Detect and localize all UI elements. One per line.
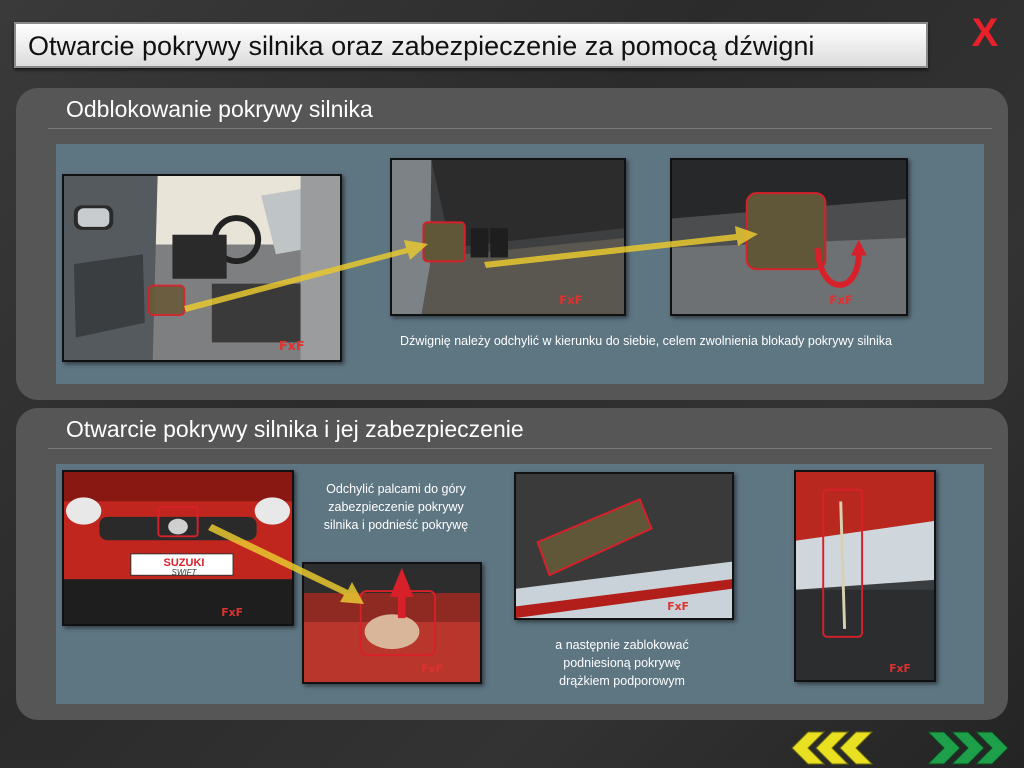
swift-badge: SWIFT [171,568,197,577]
section-unlock-title: Odblokowanie pokrywy silnika [66,96,373,122]
arrows-overlay [56,464,984,704]
svg-text:FxF: FxF [221,606,243,620]
support-rod-caption: a następnie zablokować podniesioną pokrywę drążkiem podporowym [555,638,689,688]
triple-chevron-left-icon [790,730,874,766]
next-button[interactable] [926,730,1010,766]
close-button[interactable]: X [971,11,999,55]
section-open-panel [16,408,1008,720]
divider [48,448,992,449]
header-title-bar [14,22,928,68]
section-open-title: Otwarcie pokrywy silnika i jej zabezpieczenie [66,416,524,442]
prev-button[interactable] [790,730,874,766]
svg-text:FxF: FxF [559,293,583,308]
svg-text:FxF: FxF [278,339,305,355]
divider [48,128,992,129]
suzuki-badge: SUZUKI [163,557,205,569]
svg-text:FxF: FxF [829,293,854,308]
section-unlock-panel [16,88,1008,400]
section-unlock-caption: Dźwignię należy odchylić w kierunku do siebie, celem zwolnienia blokady pokrywy silnika [400,334,892,348]
latch-caption: Odchylić palcami do góry zabezpieczenie pokrywy silnika i podnieść pokrywę [323,482,469,532]
section-open-content [56,464,984,704]
triple-chevron-right-icon [926,730,1010,766]
svg-text:FxF: FxF [667,600,689,614]
svg-text:FxF: FxF [889,662,911,676]
svg-text:FxF: FxF [421,662,443,676]
section-unlock-content [56,144,984,384]
page-title: Otwarcie pokrywy silnika oraz zabezpieczenie za pomocą dźwigni [28,31,815,61]
